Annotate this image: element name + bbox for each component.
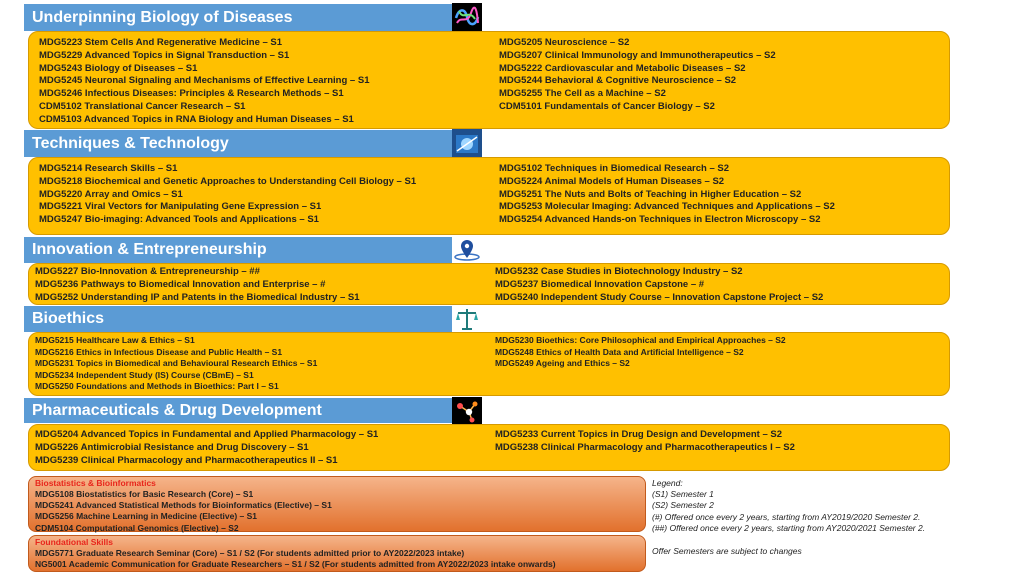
section-title: Pharmaceuticals & Drug Development (32, 401, 322, 419)
course-item: MDG5243 Biology of Diseases – S1 (39, 62, 198, 74)
course-item: MDG5224 Animal Models of Human Diseases – S2 (499, 175, 725, 187)
molecule-icon (452, 397, 482, 424)
course-item: MDG5221 Viral Vectors for Manipulating Gene Expression – S1 (39, 201, 322, 213)
course-item: MDG5239 Clinical Pharmacology and Pharmacotherapeutics II – S1 (35, 454, 338, 466)
course-item: MDG5205 Neuroscience – S2 (499, 37, 630, 48)
section-header-innovation (24, 237, 452, 263)
course-item: MDG5214 Research Skills – S1 (39, 163, 178, 174)
course-item: MDG5254 Advanced Hands-on Techniques in Electron Microscopy – S2 (499, 214, 821, 226)
location-pin-icon (452, 237, 482, 263)
course-item: MDG5238 Clinical Pharmacology and Pharmacotherapeutics I – S2 (495, 441, 795, 453)
lab-technology-icon (452, 129, 482, 158)
course-item: MDG5215 Healthcare Law & Ethics – S1 (35, 335, 195, 345)
course-item: MDG5256 Machine Learning in Medicine (Elective) – S1 (35, 511, 258, 522)
section-header-bioethics (24, 306, 452, 332)
section-header-techniques (24, 130, 452, 157)
balance-scale-icon (452, 305, 482, 333)
course-item: MDG5240 Independent Study Course – Innovation Capstone Project – S2 (495, 291, 824, 303)
course-item: MDG5229 Advanced Topics in Signal Transduction – S1 (39, 49, 290, 61)
section-title: Underpinning Biology of Diseases (32, 8, 293, 26)
legend-item: (##) Offered once every 2 years, starting from AY2020/2021 Semester 2. (652, 522, 926, 533)
biostatistics-box (28, 476, 646, 532)
course-item: MDG5248 Ethics of Health Data and Artificial Intelligence – S2 (495, 346, 744, 357)
course-item: MDG5108 Biostatistics for Basic Research (Core) – S1 (35, 489, 254, 499)
legend (652, 478, 925, 534)
course-item: MDG5241 Advanced Statistical Methods for Bioinformatics (Elective) – S1 (35, 500, 332, 511)
course-item: MDG5204 Advanced Topics in Fundamental and Applied Pharmacology – S1 (35, 429, 379, 440)
course-list-pharmaceuticals (28, 424, 950, 471)
course-item: MDG5102 Techniques in Biomedical Research – S2 (499, 163, 730, 174)
course-item: MDG5220 Array and Omics – S1 (39, 188, 183, 200)
section-header-biology (24, 4, 452, 31)
section-title: Bioethics (32, 310, 105, 327)
legend-note-text: Offer Semesters are subject to changes (652, 546, 802, 556)
course-item: MDG5255 The Cell as a Machine – S2 (499, 88, 666, 100)
biostatistics-title: Biostatistics & Bioinformatics (35, 478, 156, 488)
course-item: MDG5771 Graduate Research Seminar (Core) – S1 / S2 (For students admitted prior to AY2022/2023 intake) (35, 548, 465, 558)
legend-item: (#) Offered once every 2 years, starting from AY2019/2020 Semester 2. (652, 511, 921, 522)
course-item: MDG5249 Ageing and Ethics – S2 (495, 358, 630, 369)
legend-item: (S1) Semester 1 (652, 489, 714, 500)
course-item: MDG5251 The Nuts and Bolts of Teaching in Higher Education – S2 (499, 188, 802, 200)
course-item: MDG5230 Bioethics: Core Philosophical and Empirical Approaches – S2 (495, 335, 786, 345)
course-item: MDG5222 Cardiovascular and Metabolic Diseases – S2 (499, 62, 746, 74)
section-title: Techniques & Technology (32, 134, 229, 152)
course-item: MDG5234 Independent Study (IS) Course (CBmE) – S1 (35, 369, 254, 380)
course-item: MDG5250 Foundations and Methods in Bioethics: Part I – S1 (35, 381, 279, 392)
course-item: MDG5207 Clinical Immunology and Immunotherapeutics – S2 (499, 49, 776, 61)
course-item: MDG5244 Behavioral & Cognitive Neuroscience – S2 (499, 75, 737, 87)
course-item: MDG5231 Topics in Biomedical and Behavioural Research Ethics – S1 (35, 358, 318, 369)
course-item: CDM5101 Fundamentals of Cancer Biology – S2 (499, 100, 715, 112)
section-title: Innovation & Entrepreneurship (32, 241, 267, 258)
course-item: MDG5218 Biochemical and Genetic Approaches to Understanding Cell Biology – S1 (39, 175, 417, 187)
course-item: MDG5245 Neuronal Signaling and Mechanisms of Effective Learning – S1 (39, 75, 370, 87)
course-item: CDM5103 Advanced Topics in RNA Biology and Human Diseases – S1 (39, 113, 354, 125)
course-list-techniques (28, 157, 950, 235)
course-item: MDG5246 Infectious Diseases: Principles & Research Methods – S1 (39, 88, 344, 100)
course-item: MDG5226 Antimicrobial Resistance and Drug Discovery – S1 (35, 441, 309, 453)
course-item: MDG5236 Pathways to Biomedical Innovation and Enterprise – # (35, 278, 326, 290)
legend-item: (S2) Semester 2 (652, 500, 714, 511)
course-item: MDG5227 Bio-Innovation & Entrepreneurship – ## (35, 266, 260, 277)
course-item: MDG5252 Understanding IP and Patents in the Biomedical Industry – S1 (35, 291, 360, 303)
protein-structure-icon (452, 3, 482, 32)
course-item: MDG5223 Stem Cells And Regenerative Medicine – S1 (39, 37, 283, 48)
course-item: CDM5104 Computational Genomics (Elective) – S2 (35, 522, 239, 533)
foundational-title: Foundational Skills (35, 537, 113, 547)
course-item: MDG5216 Ethics in Infectious Disease and Public Health – S1 (35, 346, 283, 357)
course-list-innovation (28, 263, 950, 305)
course-list-bioethics (28, 332, 950, 396)
course-item: MDG5233 Current Topics in Drug Design and Development – S2 (495, 429, 782, 440)
course-item: MDG5253 Molecular Imaging: Advanced Techniques and Applications – S2 (499, 201, 835, 213)
course-item: MDG5237 Biomedical Innovation Capstone – # (495, 278, 705, 290)
course-item: MDG5232 Case Studies in Biotechnology Industry – S2 (495, 266, 743, 277)
course-item: CDM5102 Translational Cancer Research – S1 (39, 100, 246, 112)
section-header-pharmaceuticals (24, 398, 452, 423)
course-list-biology (28, 31, 950, 129)
legend-note (652, 546, 802, 557)
course-item: MDG5247 Bio-imaging: Advanced Tools and Applications – S1 (39, 214, 319, 226)
course-item: NG5001 Academic Communication for Graduate Researchers – S1 / S2 (For students admitted from AY2022/2023 intake onwards) (35, 559, 556, 570)
foundational-skills-box (28, 535, 646, 572)
legend-title: Legend: (652, 478, 683, 488)
